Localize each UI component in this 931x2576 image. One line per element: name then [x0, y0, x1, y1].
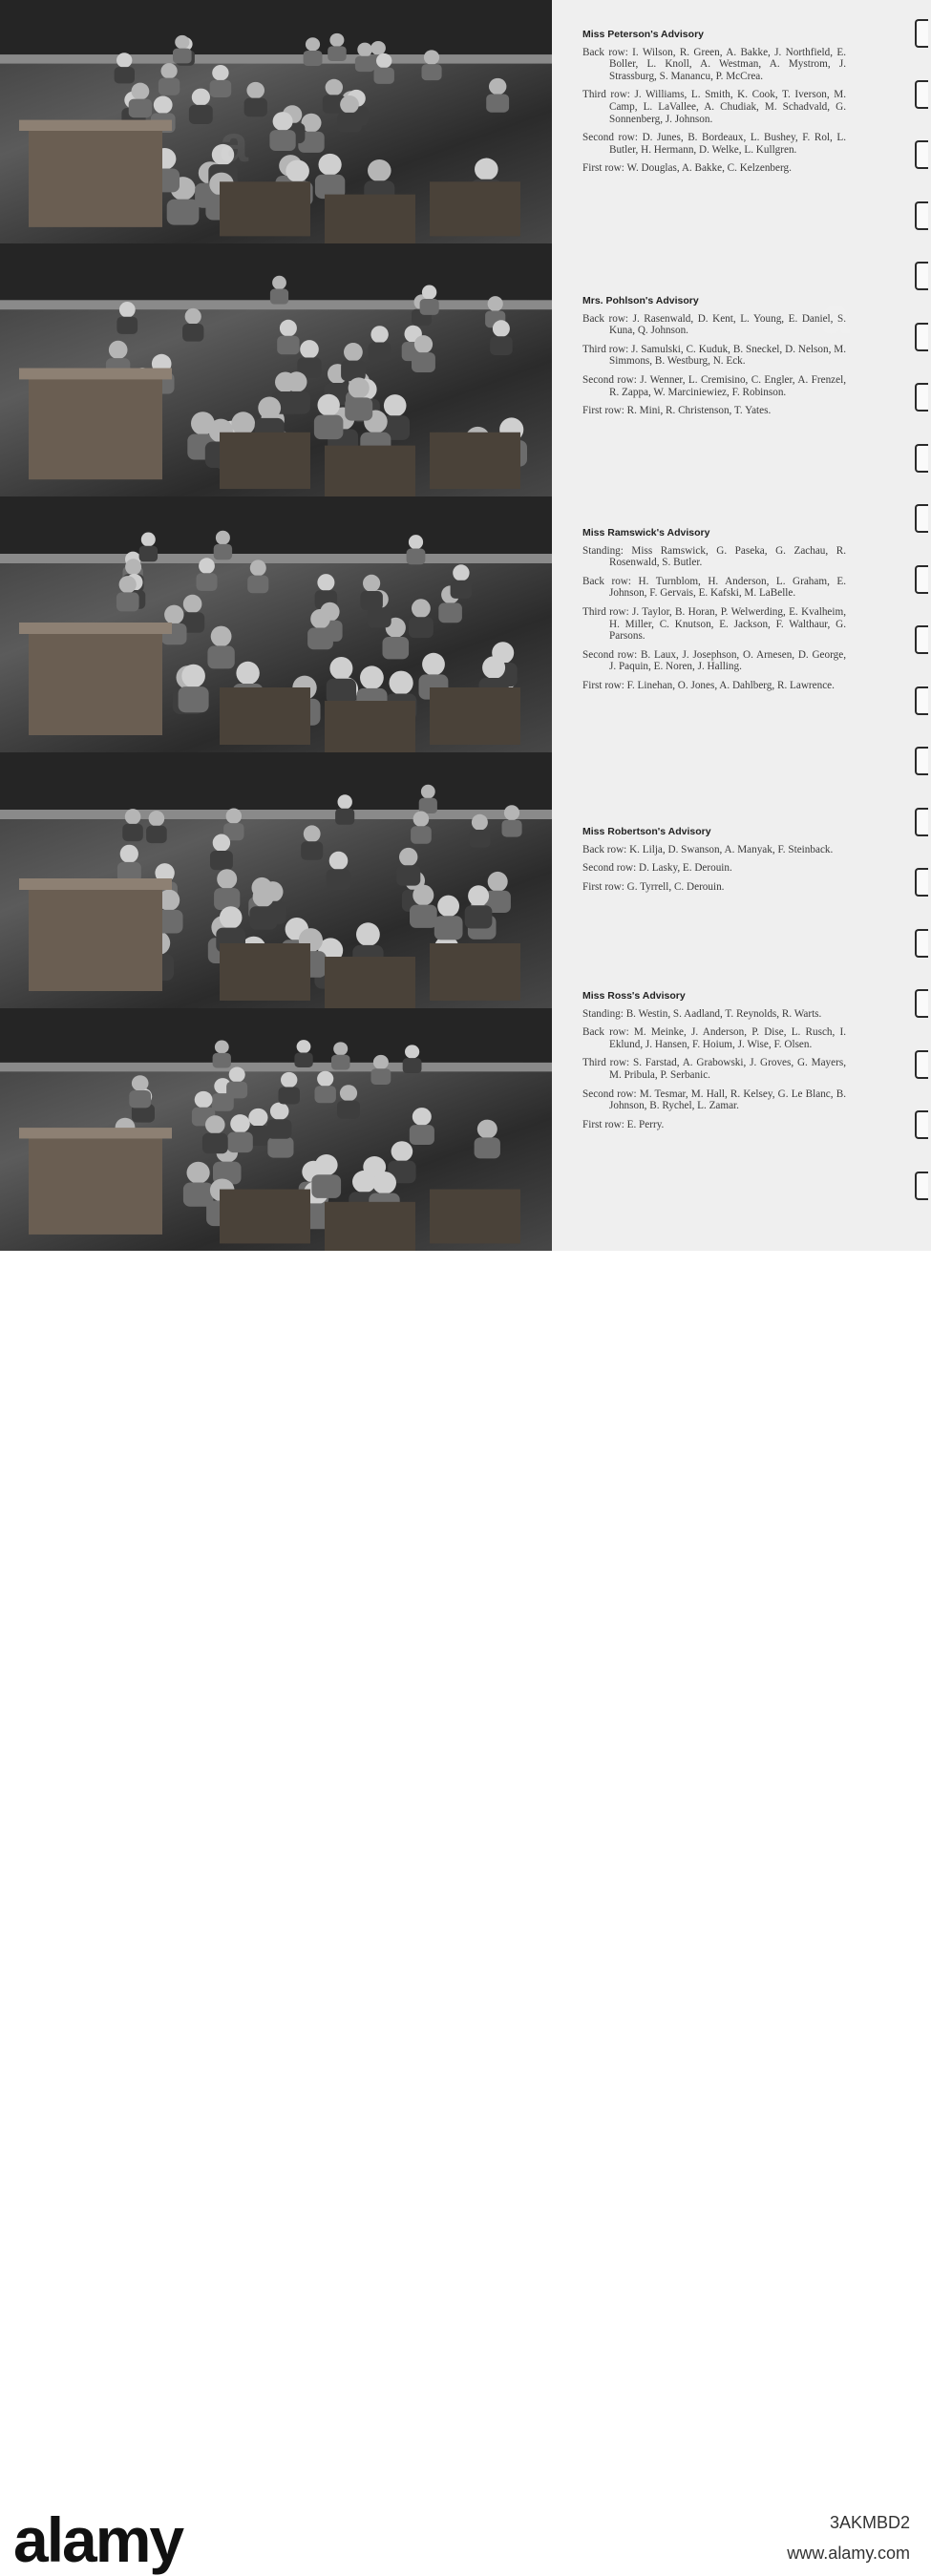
caption-ross [582, 990, 846, 1137]
row-label: Standing: [582, 1007, 624, 1020]
advisory-title: Miss Ramswick's Advisory [582, 527, 710, 538]
roster-row [582, 313, 846, 337]
binding-ring [915, 140, 928, 169]
row-label: First row: [582, 162, 624, 175]
row-names: J. Samulski, C. Kuduk, B. Sneckel, D. Nelson, M. Simmons, B. Westburg, N. Eck. [609, 343, 847, 368]
roster-row [582, 1119, 846, 1131]
binding-ring [915, 747, 928, 775]
row-label: Back row: [582, 312, 629, 325]
photo-scene [0, 243, 552, 496]
roster-row [582, 1008, 846, 1021]
binding-ring [915, 1172, 928, 1200]
binding-ring [915, 1050, 928, 1079]
roster-row [582, 405, 846, 417]
row-names: S. Farstad, A. Grabowski, J. Groves, G. Mayers, M. Pribula, P. Serbanic. [609, 1057, 846, 1081]
binding-ring [915, 808, 928, 836]
row-names: J. Taylor, B. Horan, P. Welwerding, E. Kvalheim, H. Miller, C. Knutson, E. Jackson, F. Walthaur, G. Parsons. [609, 605, 846, 643]
row-names: W. Douglas, A. Bakke, C. Kelzenberg. [626, 162, 792, 175]
roster-row [582, 576, 846, 600]
caption-peterson [582, 29, 846, 181]
binding-ring [915, 625, 928, 654]
row-names: J. Rasenwald, D. Kent, L. Young, E. Daniel, S. Kuna, Q. Johnson. [609, 312, 846, 337]
binding-ring [915, 868, 928, 897]
row-label: Third row: [582, 343, 629, 355]
yearbook-page [0, 0, 931, 1251]
roster-row [582, 649, 846, 673]
caption-ramswick [582, 527, 846, 699]
binding-ring [915, 504, 928, 533]
binding-ring [915, 19, 928, 48]
binding-ring [915, 989, 928, 1018]
roster-row [582, 680, 846, 692]
roster-row [582, 132, 846, 156]
row-label: Third row: [582, 1057, 630, 1069]
watermark-mark: a [220, 116, 249, 173]
stock-footer-bar [0, 1251, 931, 2575]
binding-ring [915, 686, 928, 715]
site-url-label: www.alamy.com [787, 2544, 910, 2563]
row-label: Second row: [582, 648, 638, 661]
row-names: D. Lasky, E. Derouin. [639, 862, 732, 875]
row-label: First row: [582, 405, 624, 417]
watermark-mark: a [821, 287, 851, 345]
advisory-title: Mrs. Pohlson's Advisory [582, 295, 699, 306]
row-names: F. Linehan, O. Jones, A. Dahlberg, R. Lawrence. [626, 679, 835, 691]
roster-row [582, 545, 846, 569]
advisory-title: Miss Robertson's Advisory [582, 826, 711, 837]
row-names: R. Mini, R. Christenson, T. Yates. [626, 405, 772, 417]
row-label: Standing: [582, 544, 624, 557]
row-names: D. Junes, B. Bordeaux, L. Bushey, F. Rol, L. Butler, H. Hermann, D. Welke, L. Kullgren. [609, 132, 847, 156]
classroom-photo-pohlson [0, 243, 552, 498]
row-names: M. Tesmar, M. Hall, R. Kelsey, G. Le Blanc, B. Johnson, B. Rychel, L. Zamar. [609, 1087, 846, 1112]
photo-scene [0, 1008, 552, 1251]
row-label: Third row: [582, 605, 629, 618]
classroom-photo-peterson [0, 0, 552, 245]
roster-row [582, 1057, 846, 1081]
classroom-photo-robertson [0, 752, 552, 1010]
binding-ring [915, 262, 928, 290]
row-label: First row: [582, 880, 624, 893]
row-names: M. Meinke, J. Anderson, P. Dise, L. Rusch, I. Eklund, J. Hansen, F. Hoium, J. Wise, F. Olsen. [609, 1026, 847, 1050]
roster-row [582, 1026, 846, 1050]
binding-ring [915, 444, 928, 473]
roster-row [582, 374, 846, 398]
classroom-photo-ross [0, 1008, 552, 1253]
roster-row [582, 1088, 846, 1112]
row-names: Miss Ramswick, G. Paseka, G. Zachau, R. Rosenwald, S. Butler. [609, 544, 846, 569]
row-label: Third row: [582, 89, 630, 101]
spiral-binding [912, 19, 931, 1251]
row-label: Back row: [582, 46, 628, 58]
row-names: H. Turnblom, H. Anderson, L. Graham, E. Johnson, F. Gervais, E. Kafski, M. LaBelle. [609, 575, 847, 600]
binding-ring [915, 323, 928, 351]
row-label: Back row: [582, 575, 631, 587]
row-label: Second row: [582, 132, 638, 144]
row-label: First row: [582, 1118, 624, 1130]
row-names: K. Lilja, D. Swanson, A. Manyak, F. Steinback. [629, 843, 834, 855]
roster-row [582, 606, 846, 643]
advisory-title: Miss Ross's Advisory [582, 990, 686, 1002]
photo-scene [0, 496, 552, 752]
advisory-title: Miss Peterson's Advisory [582, 29, 704, 40]
row-names: J. Wenner, L. Cremisino, C. Engler, A. Frenzel, R. Zappa, W. Marciniewiez, F. Robinson. [609, 373, 847, 398]
binding-ring [915, 929, 928, 958]
caption-pohlson [582, 295, 846, 424]
photo-scene [0, 0, 552, 243]
binding-ring [915, 1110, 928, 1139]
classroom-photo-ramswick [0, 496, 552, 754]
binding-ring [915, 80, 928, 109]
brand-logo: alamy [13, 2504, 183, 2575]
row-label: Back row: [582, 1026, 629, 1039]
roster-row [582, 47, 846, 83]
roster-row [582, 862, 846, 875]
row-names: B. Laux, J. Josephson, O. Arnesen, D. George, J. Paquin, E. Noren, J. Halling. [609, 648, 846, 673]
roster-row [582, 844, 846, 856]
row-names: E. Perry. [626, 1118, 665, 1130]
row-label: First row: [582, 679, 624, 691]
row-label: Back row: [582, 843, 627, 855]
binding-ring [915, 201, 928, 230]
binding-ring [915, 383, 928, 412]
binding-ring [915, 565, 928, 594]
photo-scene [0, 752, 552, 1008]
row-label: Second row: [582, 862, 637, 875]
roster-row [582, 881, 846, 894]
roster-row [582, 344, 846, 368]
roster-row [582, 89, 846, 125]
caption-robertson [582, 826, 846, 899]
roster-row [582, 162, 846, 175]
image-id-label: 3AKMBD2 [829, 2513, 910, 2532]
row-names: I. Wilson, R. Green, A. Bakke, J. Northfield, E. Boller, L. Knoll, A. Westman, A. Mystrom, J. Strassburg, S. Manancu, P. McCrea. [609, 46, 847, 82]
row-label: Second row: [582, 1087, 637, 1100]
row-names: B. Westin, S. Aadland, T. Reynolds, R. Warts. [625, 1007, 822, 1020]
row-names: J. Williams, L. Smith, K. Cook, T. Iverson, M. Camp, L. LaVallee, A. Chudiak, M. Schadvald, G. Sonnenberg, J. Johnson. [609, 89, 846, 125]
row-label: Second row: [582, 373, 637, 386]
row-names: G. Tyrrell, C. Derouin. [626, 880, 725, 893]
